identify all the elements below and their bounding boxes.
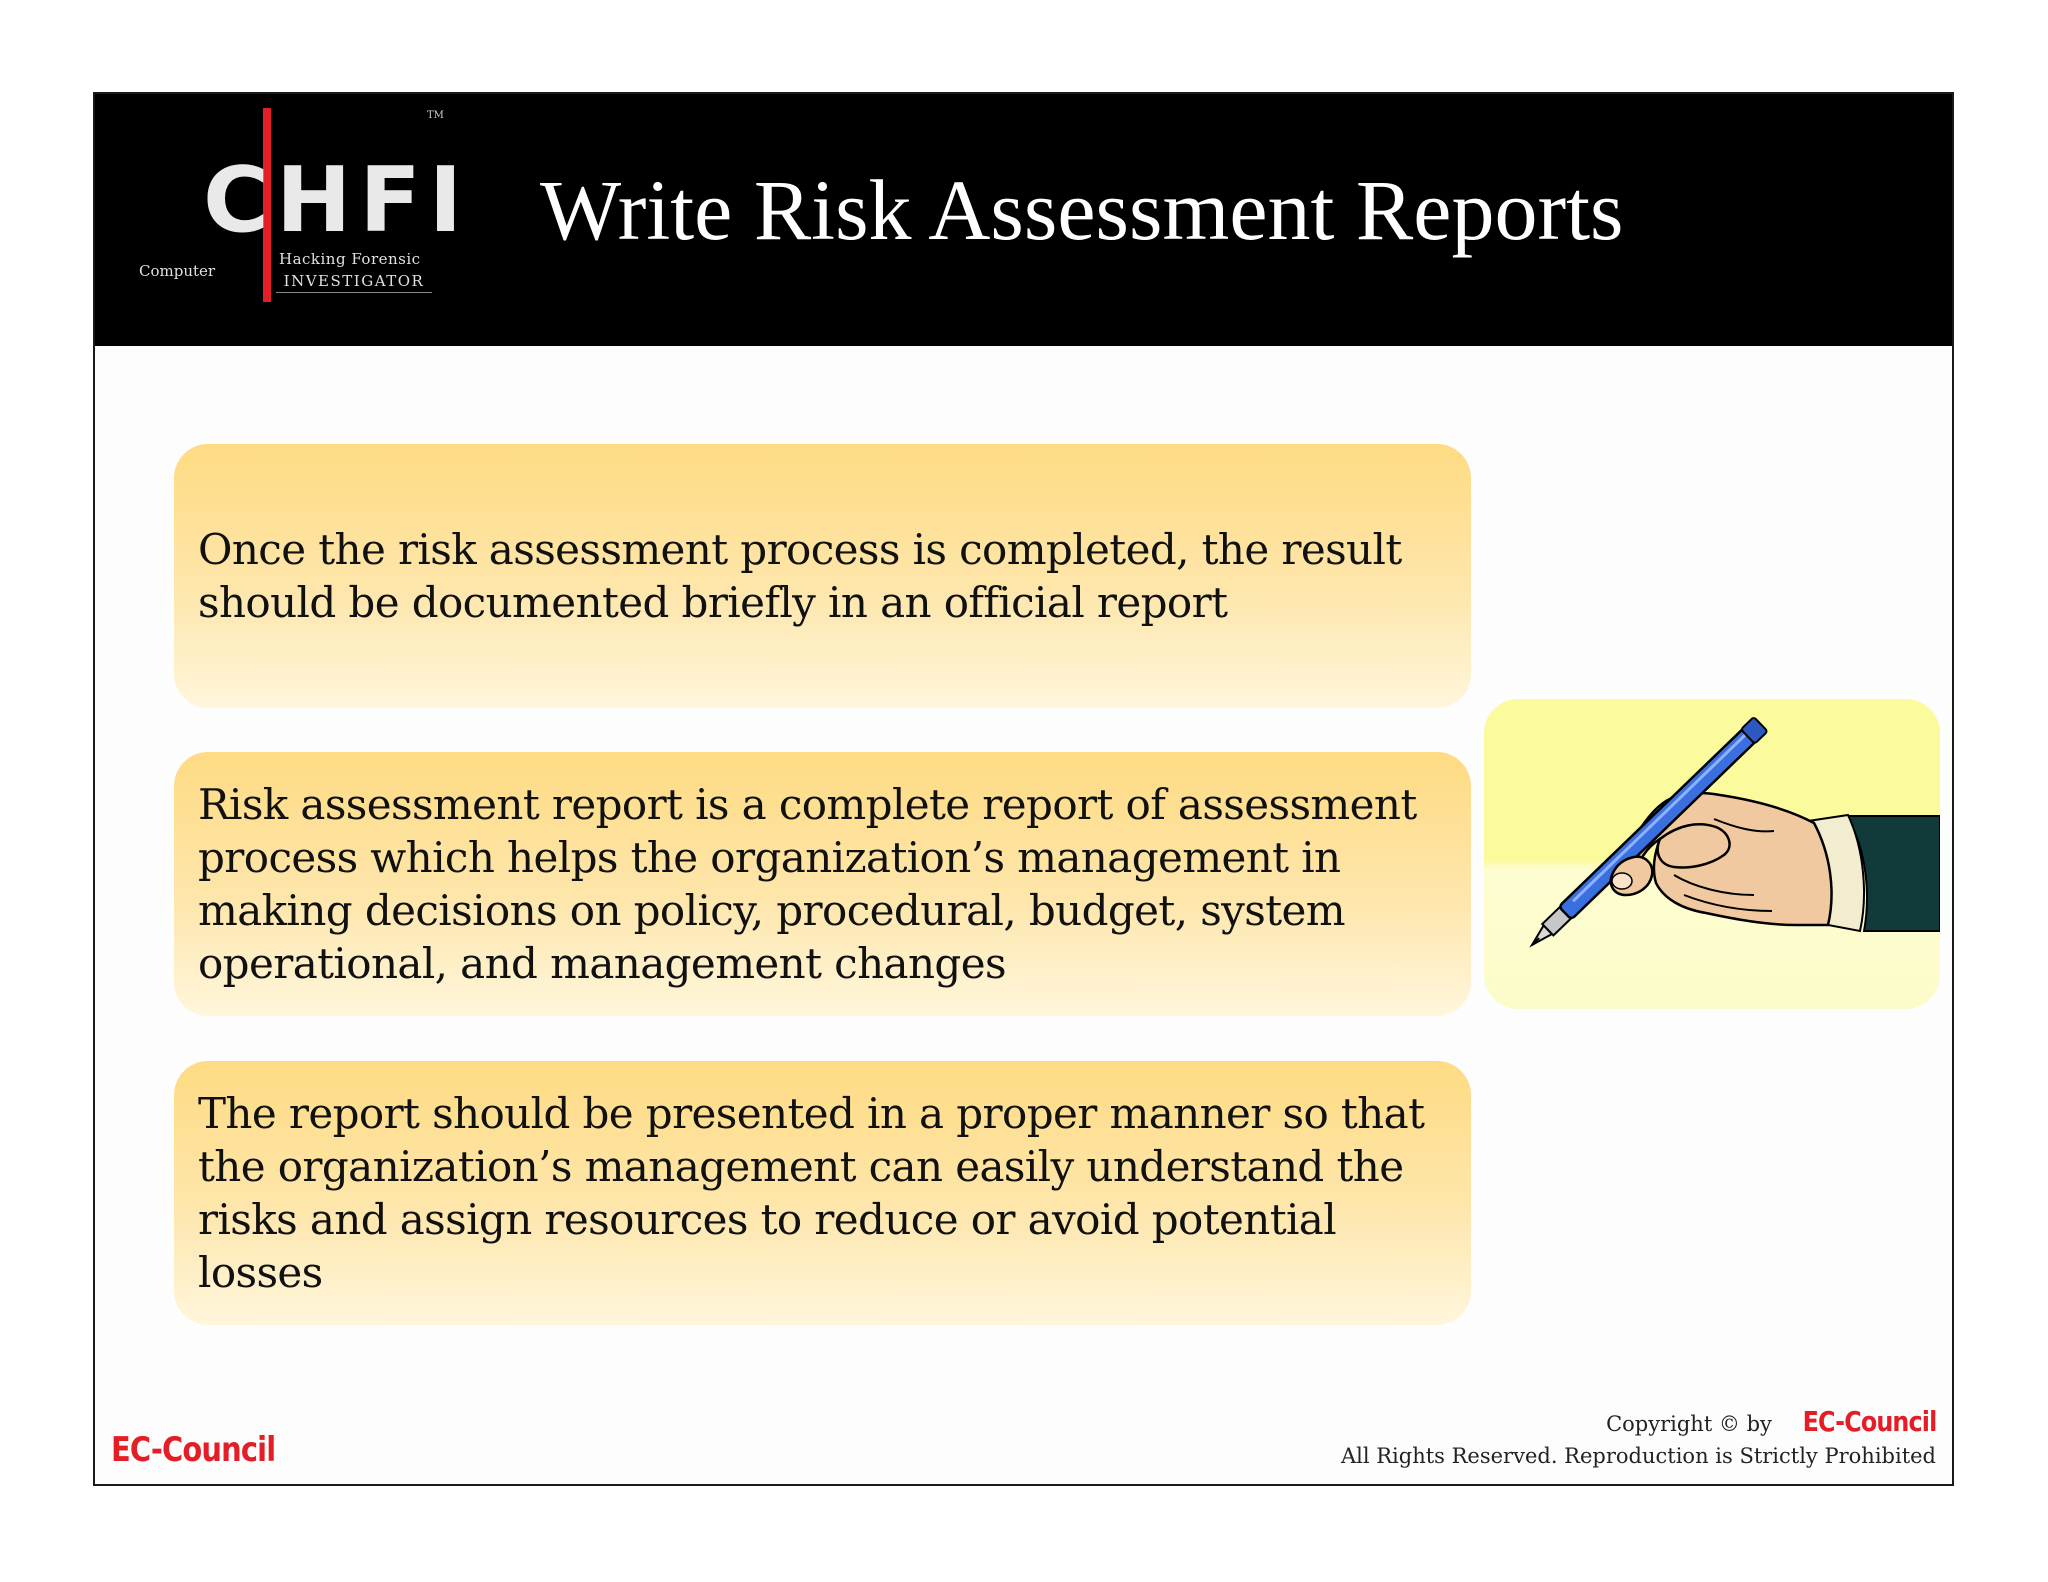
copyright-prefix: Copyright © by: [1606, 1412, 1772, 1436]
hand-writing-with-pen-icon: [1484, 699, 1940, 1009]
bullet-line: process which helps the organization’s management in: [198, 833, 1341, 882]
logo-letters-hfi: HFI: [276, 148, 471, 253]
copyright-line: [1341, 1406, 1936, 1440]
logo-investigator: INVESTIGATOR: [276, 270, 432, 293]
writing-hand-illustration: [1484, 699, 1940, 1009]
page-title: Write Risk Assessment Reports: [540, 162, 1624, 258]
logo-trademark: TM: [427, 110, 444, 121]
bullet-line: operational, and management changes: [198, 939, 1006, 988]
header-bar: [95, 94, 1952, 346]
bullet-line: should be documented briefly in an official report: [198, 578, 1228, 627]
bullet-text-2: [198, 778, 1417, 990]
bullet-box-2: [174, 752, 1471, 1016]
bullet-line: Once the risk assessment process is completed, the result: [198, 525, 1402, 574]
bullet-box-3: [174, 1061, 1471, 1325]
bullet-line: Risk assessment report is a complete report of assessment: [198, 780, 1417, 829]
bullet-box-1: [174, 444, 1471, 708]
bullet-line: risks and assign resources to reduce or avoid potential losses: [198, 1195, 1337, 1297]
ec-council-logo: EC-Council: [111, 1430, 276, 1470]
bullet-line: making decisions on policy, procedural, budget, system: [198, 886, 1346, 935]
copyright-notice: [1341, 1406, 1936, 1472]
copyright-brand: EC-Council: [1802, 1405, 1936, 1438]
chfi-logo: [139, 108, 471, 318]
rights-line: All Rights Reserved. Reproduction is Strictly Prohibited: [1340, 1444, 1936, 1468]
logo-hacking-forensic: Hacking Forensic: [279, 250, 421, 268]
bullet-line: the organization’s management can easily understand the: [198, 1142, 1404, 1191]
bullet-line: The report should be presented in a proper manner so that: [198, 1089, 1425, 1138]
bullet-text-3: [198, 1087, 1451, 1299]
slide: [93, 92, 1954, 1486]
logo-word-computer: Computer: [139, 262, 216, 280]
bullet-text-1: [198, 523, 1402, 629]
logo-letter-c: C: [203, 148, 272, 253]
